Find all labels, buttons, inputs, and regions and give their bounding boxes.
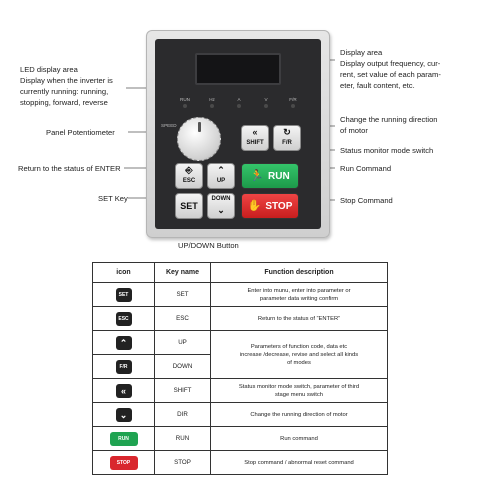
label-led-area: LED display area Display when the inverter is currently running: running, stopping, forward, reverse xyxy=(20,65,113,107)
key-function-table xyxy=(92,262,388,475)
double-chevron-left-icon: « xyxy=(252,127,258,137)
label-updown: UP/DOWN Button xyxy=(178,241,239,250)
header-icon: icon xyxy=(93,263,155,283)
table-header-row xyxy=(93,263,388,283)
led-indicators xyxy=(175,97,305,113)
up-button[interactable]: ⌃ UP xyxy=(207,163,235,189)
esc-button[interactable]: ⎆ ESC xyxy=(175,163,203,189)
set-button[interactable]: SET xyxy=(175,193,203,219)
led-hz: Hz xyxy=(202,97,222,108)
chevron-up-icon: ⌃ xyxy=(217,165,225,175)
header-function: Function description xyxy=(211,263,388,283)
label-run-command: Run Command xyxy=(340,164,392,173)
down-button[interactable]: DOWN ⌄ xyxy=(207,193,235,219)
label-enter: Return to the status of ENTER xyxy=(18,164,121,173)
led-run: RUN xyxy=(175,97,195,108)
header-key-name: Key name xyxy=(155,263,211,283)
hand-stop-icon: ✋ xyxy=(247,200,262,212)
led-fr: F/R xyxy=(283,97,303,108)
label-direction: Change the running direction of motor xyxy=(340,115,438,135)
label-monitor: Status monitor mode switch xyxy=(340,146,434,155)
set-key-icon: SET xyxy=(116,288,132,302)
shift-button[interactable]: « SHIFT xyxy=(241,125,269,151)
run-button[interactable]: 🏃 RUN xyxy=(241,163,299,189)
dir-key-icon: ⌄ xyxy=(116,408,132,422)
rotate-icon: ↻ xyxy=(283,127,291,137)
table-row: ⌃ UP Parameters of function code, data etc increase /decrease, revise and select all kinds of modes xyxy=(93,331,388,355)
potentiometer-knob[interactable] xyxy=(177,117,221,161)
stop-button[interactable]: ✋ STOP xyxy=(241,193,299,219)
table-row: F/R DOWN xyxy=(93,355,388,379)
table-row: ⌄ DIR Change the running direction of motor xyxy=(93,403,388,427)
fr-key-icon: F/R xyxy=(116,360,132,374)
exit-icon: ⎆ xyxy=(185,165,193,175)
fr-button[interactable]: ↻ F/R xyxy=(273,125,301,151)
esc-key-icon: ESC xyxy=(116,312,132,326)
label-set-key: SET Key xyxy=(98,194,128,203)
label-display-area: Display area Display output frequency, cur- rent, set value of each param- eter, fault content, etc. xyxy=(340,48,441,90)
up-key-icon: ⌃ xyxy=(116,336,132,350)
running-man-icon: 🏃 xyxy=(250,170,265,182)
run-key-icon: RUN xyxy=(110,432,138,446)
panel-face xyxy=(155,39,321,229)
chevron-down-icon: ⌄ xyxy=(217,205,225,215)
table-row: SET SET Enter into munu, enter into parameter or parameter data writing confirm xyxy=(93,283,388,307)
led-a: A xyxy=(229,97,249,108)
led-v: V xyxy=(256,97,276,108)
digital-display xyxy=(195,53,281,85)
speed-label: SPEED xyxy=(161,123,177,128)
shift-key-icon: « xyxy=(116,384,132,398)
table-row: « SHIFT Status monitor mode switch, parameter of third stage menu switch xyxy=(93,379,388,403)
table-row: STOP STOP Stop command / abnormal reset command xyxy=(93,451,388,475)
label-stop-command: Stop Command xyxy=(340,196,393,205)
inverter-panel xyxy=(146,30,330,238)
label-potentiometer: Panel Potentiometer xyxy=(46,128,115,137)
table-row: ESC ESC Return to the status of “ENTER” xyxy=(93,307,388,331)
stop-key-icon: STOP xyxy=(110,456,138,470)
table-row: RUN RUN Run command xyxy=(93,427,388,451)
